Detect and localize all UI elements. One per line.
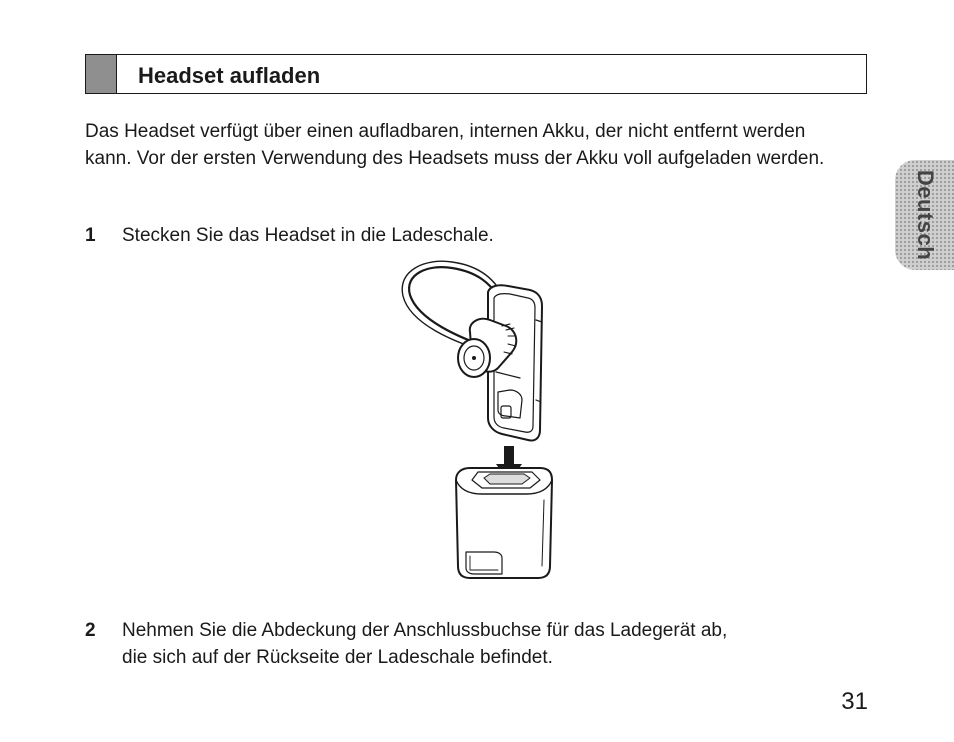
step-text: Nehmen Sie die Abdeckung der Anschlussbuchse für das Ladegerät ab, die sich auf der Rückseite der Ladeschale befindet. xyxy=(122,620,728,668)
step-number: 2 xyxy=(85,620,96,641)
step-number: 1 xyxy=(85,225,96,246)
language-tab-label: Deutsch xyxy=(912,169,938,261)
language-side-tab xyxy=(895,160,954,270)
section-title: Headset aufladen xyxy=(138,63,321,88)
page-number: 31 xyxy=(841,688,868,715)
section-header-swatch xyxy=(86,55,117,93)
section-header xyxy=(85,54,867,94)
intro-paragraph: Das Headset verfügt über einen aufladbaren, internen Akku, der nicht entfernt werden kann. Vor der ersten Verwendung des Headsets muss der Akku voll aufgeladen werden. xyxy=(85,121,825,169)
charging-cradle xyxy=(456,468,552,578)
step-text: Stecken Sie das Headset in die Ladeschale. xyxy=(122,225,494,246)
headset-charging-illustration xyxy=(390,260,560,580)
